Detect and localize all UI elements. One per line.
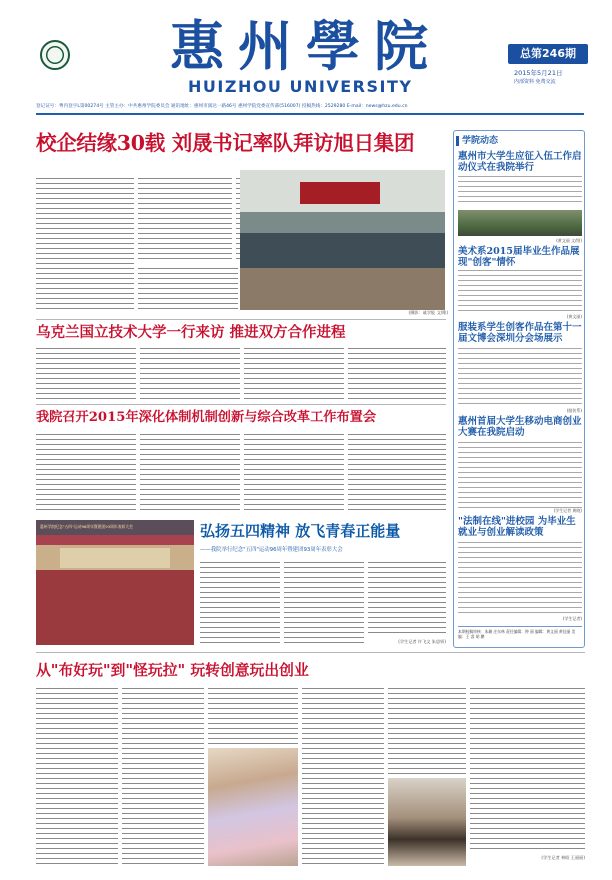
sidebar-item-2-body <box>458 270 582 314</box>
feature-body-col3 <box>208 688 298 744</box>
sidebar-item-1-byline: (黄文丽 文/图) <box>556 238 582 243</box>
article2-body-col4 <box>348 348 446 400</box>
sidebar-header-title: 学院动态 <box>462 136 499 146</box>
masthead-title: 惠州學院 <box>170 14 442 78</box>
sidebar-item-2-title: 美术系2015届毕业生作品展现"创客"情怀 <box>458 246 580 268</box>
article2-body-col1 <box>36 348 136 400</box>
article4-photo-banner: 惠州学院纪念"五四"运动96周年暨建团93周年表彰大会 <box>40 524 133 529</box>
sidebar-item-1-photo <box>458 210 582 236</box>
sidebar-item-4-title: 惠州首届大学生移动电商创业大赛在我院启动 <box>458 416 582 438</box>
feature-photo-shelves <box>208 748 298 866</box>
feature-rule <box>36 652 585 653</box>
editors-box: 本期校稿审核：朱珊 庄东林 责任编辑：钟 丽 编辑：黄文丽 黄佳丽 美编：王 睿 胡 鹏 <box>458 626 582 646</box>
masthead-info-line: 登记证号：粤内登字L第00274号 主管主办：中共惠州学院委员会 通讯地址：惠州市演达一路46号 惠州学院党委宣传部(516007) 投稿热线：2529280 E-mail：news@hzu.edu.cn <box>36 104 408 109</box>
sidebar-item-1-body <box>458 176 582 206</box>
sidebar-item-4-byline: (学生记者 黄晓) <box>553 508 582 513</box>
feature-headline: 从"布好玩"到"怪玩拉" 玩转创意玩出创业 <box>36 662 309 679</box>
article4-body-col1 <box>200 562 280 646</box>
sidebar-item-5-byline: (学生记者) <box>562 616 582 621</box>
feature-body-col4 <box>302 688 384 866</box>
masthead-title-en: HUIZHOU UNIVERSITY <box>188 77 413 96</box>
sidebar-item-4-body <box>458 442 582 508</box>
lead-body-col2 <box>138 178 232 262</box>
feature-body-col5 <box>388 688 466 774</box>
sidebar-header <box>456 134 582 148</box>
issue-badge: 总第246期 <box>508 44 588 64</box>
article3-rule <box>36 404 446 405</box>
article2-body-col2 <box>140 348 240 400</box>
article3-body-col2 <box>140 434 240 514</box>
sidebar-header-marker <box>456 136 459 146</box>
sidebar-item-3-title: 服装系学生创客作品在第十一届文博会深圳分会场展示 <box>458 322 582 344</box>
sidebar-item-5-body <box>458 542 582 616</box>
article4-byline: (学生记者 许飞文 朱思妍) <box>398 639 446 644</box>
article4-photo-stage <box>60 548 170 568</box>
sidebar-item-5-title: "法制在线"进校园 为毕业生就业与创业解读政策 <box>458 516 576 538</box>
feature-body-col2 <box>122 688 204 866</box>
issue-date: 2015年5月21日 <box>514 69 563 77</box>
article4-body-col3 <box>368 562 446 636</box>
lead-headline: 校企结缘30载 刘晟书记率队拜访旭日集团 <box>36 131 415 155</box>
masthead-rule <box>36 113 584 115</box>
article4-headline: 弘扬五四精神 放飞青春正能量 <box>200 522 401 540</box>
sidebar-item-1-title: 惠州市大学生应征入伍工作启动仪式在我院举行 <box>458 151 582 173</box>
lead-body-col1 <box>36 178 134 312</box>
lead-photo-caption: (摄影：戚学能 文/维) <box>408 310 448 315</box>
issue-note: 内部资料 免费交流 <box>514 79 556 85</box>
article4-subhead: ——我院举行纪念"五四"运动96周年暨建团93周年表彰大会 <box>200 547 343 553</box>
article2-headline: 乌克兰国立技术大学一行来访 推进双方合作进程 <box>36 324 346 341</box>
lead-body-col2b <box>138 268 238 312</box>
article3-headline: 我院召开2015年深化体制机制创新与综合改革工作布置会 <box>36 410 377 425</box>
sidebar-item-2-byline: (黄文丽) <box>566 314 582 319</box>
article4-body-col2 <box>284 562 364 646</box>
university-seal <box>40 40 70 70</box>
feature-body-col6 <box>470 688 585 852</box>
article2-rule <box>36 319 446 320</box>
sidebar-item-3-byline: (服装系) <box>566 408 582 413</box>
article2-body-col3 <box>244 348 344 400</box>
feature-photo-founder <box>388 778 466 866</box>
article3-body-col1 <box>36 434 136 514</box>
article4-photo <box>36 520 194 645</box>
masthead <box>20 12 592 112</box>
sidebar-item-3-body <box>458 348 582 408</box>
article3-body-col3 <box>244 434 344 514</box>
feature-body-col1 <box>36 688 118 866</box>
feature-byline: (学生记者 林昭 王丽丽) <box>541 855 585 860</box>
article3-body-col4 <box>348 434 446 514</box>
lead-photo-sign <box>300 182 380 204</box>
